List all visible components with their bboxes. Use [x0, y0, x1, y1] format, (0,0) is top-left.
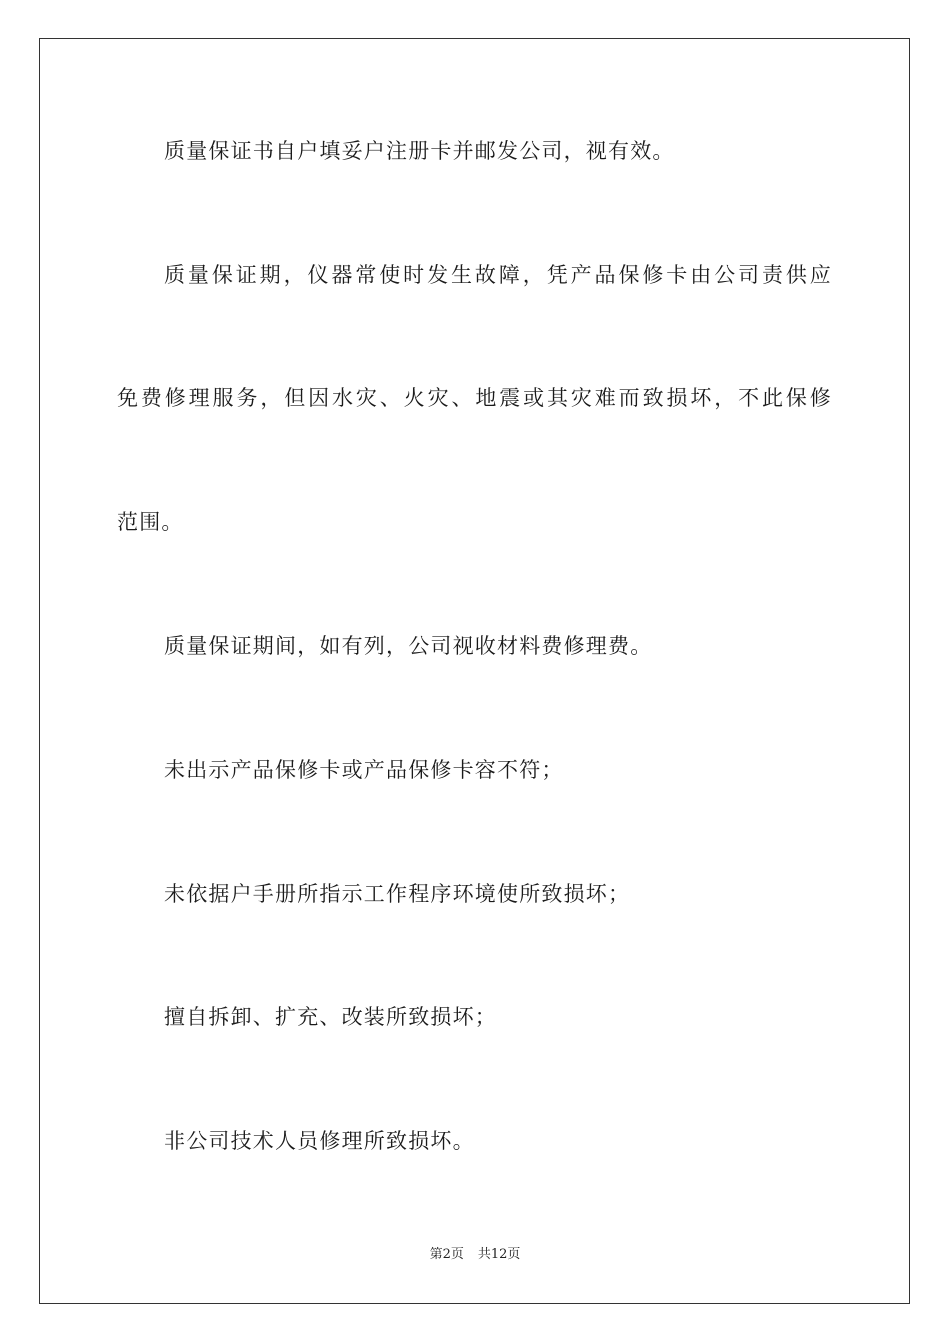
paragraph-fees-intro: 质量保证期间，如有列，公司视收材料费修理费。 [164, 634, 653, 658]
paragraph-warranty-period-line2: 免费修理服务，但因水灾、火灾、地震或其灾难而致损坏，不此保修 [117, 386, 832, 410]
page-footer [0, 1246, 950, 1264]
total-pages: 共12页 [477, 1247, 521, 1262]
page-number: 第2页 [429, 1247, 464, 1262]
list-item-unauthorized-modification: 擅自拆卸、扩充、改装所致损坏； [164, 1005, 497, 1029]
list-item-unauthorized-repair: 非公司技术人员修理所致损坏。 [164, 1129, 475, 1153]
paragraph-warranty-period-line1: 质量保证期，仪器常使时发生故障，凭产品保修卡由公司责供应 [164, 263, 832, 287]
list-item-no-card: 未出示产品保修卡或产品保修卡容不符； [164, 758, 564, 782]
paragraph-warranty-period-line3: 范围。 [117, 510, 184, 534]
paragraph-registration: 质量保证书自户填妥户注册卡并邮发公司，视有效。 [164, 139, 675, 163]
list-item-manual-misuse: 未依据户手册所指示工作程序环境使所致损坏； [164, 882, 631, 906]
page-frame [39, 38, 910, 1304]
